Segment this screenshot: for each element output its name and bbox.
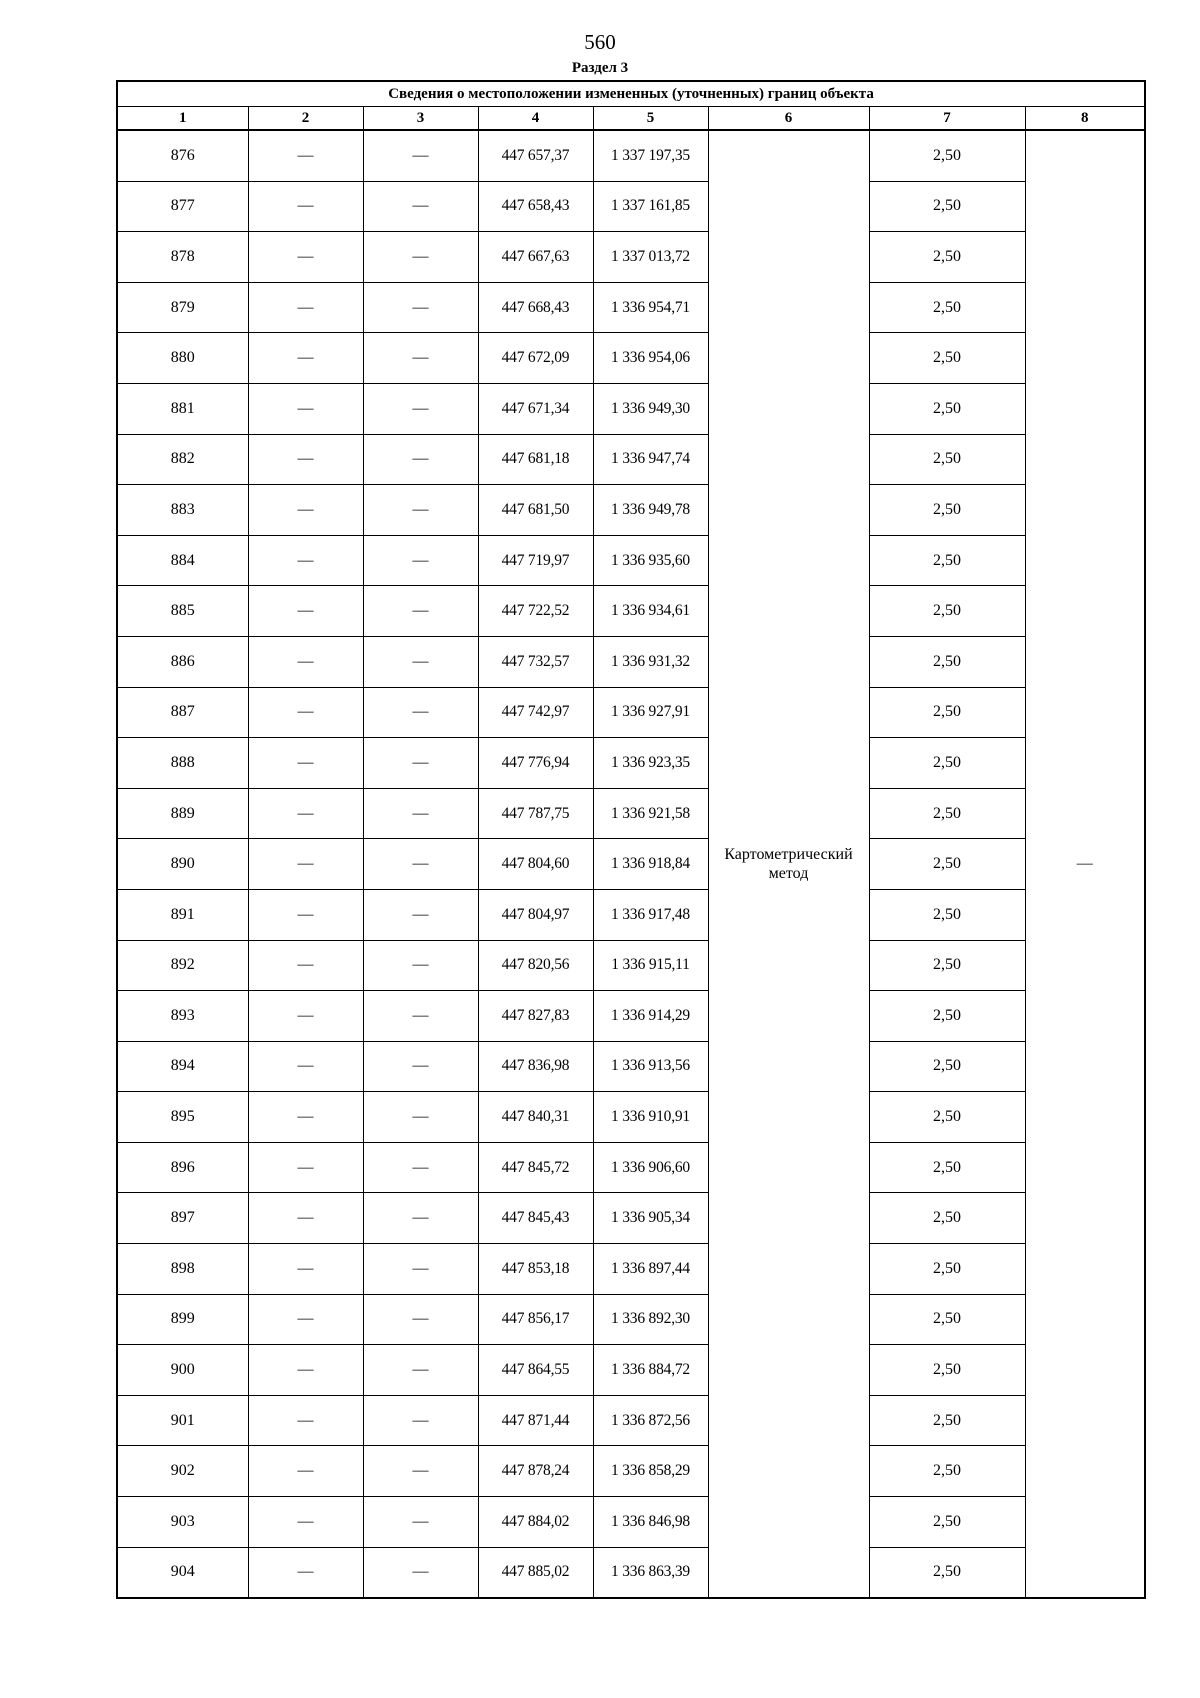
y-coordinate-cell: 1 336 931,32 — [593, 636, 708, 687]
accuracy-cell: 2,50 — [869, 1244, 1025, 1295]
x-coordinate-cell: 447 884,02 — [478, 1497, 593, 1548]
accuracy-cell: 2,50 — [869, 738, 1025, 789]
accuracy-cell: 2,50 — [869, 1395, 1025, 1446]
y-coordinate-cell: 1 336 949,78 — [593, 485, 708, 536]
column-number: 8 — [1025, 107, 1145, 131]
method-cell: Картометрический метод — [708, 130, 869, 1598]
x-coordinate-cell: 447 681,18 — [478, 434, 593, 485]
table-row — [117, 130, 1145, 181]
y-coordinate-cell: 1 336 915,11 — [593, 940, 708, 991]
accuracy-cell: 2,50 — [869, 1092, 1025, 1143]
column-3-cell: — — [363, 232, 478, 283]
column-number: 4 — [478, 107, 593, 131]
column-2-cell: — — [248, 181, 363, 232]
x-coordinate-cell: 447 742,97 — [478, 687, 593, 738]
column-number: 2 — [248, 107, 363, 131]
y-coordinate-cell: 1 336 934,61 — [593, 586, 708, 637]
point-number-cell: 883 — [117, 485, 248, 536]
accuracy-cell: 2,50 — [869, 383, 1025, 434]
point-number-cell: 896 — [117, 1142, 248, 1193]
table-row — [117, 181, 1145, 232]
x-coordinate-cell: 447 681,50 — [478, 485, 593, 536]
y-coordinate-cell: 1 336 923,35 — [593, 738, 708, 789]
column-3-cell: — — [363, 687, 478, 738]
x-coordinate-cell: 447 787,75 — [478, 788, 593, 839]
table-row — [117, 687, 1145, 738]
point-number-cell: 876 — [117, 130, 248, 181]
accuracy-cell: 2,50 — [869, 1345, 1025, 1396]
y-coordinate-cell: 1 336 872,56 — [593, 1395, 708, 1446]
column-2-cell: — — [248, 1547, 363, 1598]
x-coordinate-cell: 447 804,60 — [478, 839, 593, 890]
table-body — [117, 130, 1145, 1598]
y-coordinate-cell: 1 336 921,58 — [593, 788, 708, 839]
point-number-cell: 887 — [117, 687, 248, 738]
y-coordinate-cell: 1 336 935,60 — [593, 535, 708, 586]
column-number: 6 — [708, 107, 869, 131]
column-2-cell: — — [248, 839, 363, 890]
table-row — [117, 940, 1145, 991]
x-coordinate-cell: 447 836,98 — [478, 1041, 593, 1092]
y-coordinate-cell: 1 337 013,72 — [593, 232, 708, 283]
point-number-cell: 888 — [117, 738, 248, 789]
point-number-cell: 892 — [117, 940, 248, 991]
table-row — [117, 434, 1145, 485]
x-coordinate-cell: 447 853,18 — [478, 1244, 593, 1295]
point-number-cell: 885 — [117, 586, 248, 637]
accuracy-cell: 2,50 — [869, 333, 1025, 384]
column-8-cell: — — [1025, 130, 1145, 1598]
column-2-cell: — — [248, 130, 363, 181]
point-number-cell: 901 — [117, 1395, 248, 1446]
table-row — [117, 1497, 1145, 1548]
point-number-cell: 882 — [117, 434, 248, 485]
x-coordinate-cell: 447 658,43 — [478, 181, 593, 232]
column-2-cell: — — [248, 889, 363, 940]
y-coordinate-cell: 1 336 918,84 — [593, 839, 708, 890]
accuracy-cell: 2,50 — [869, 1294, 1025, 1345]
y-coordinate-cell: 1 336 905,34 — [593, 1193, 708, 1244]
table-row — [117, 1142, 1145, 1193]
column-2-cell: — — [248, 1041, 363, 1092]
x-coordinate-cell: 447 878,24 — [478, 1446, 593, 1497]
point-number-cell: 879 — [117, 282, 248, 333]
table-row — [117, 1041, 1145, 1092]
boundary-table — [116, 80, 1146, 1599]
x-coordinate-cell: 447 719,97 — [478, 535, 593, 586]
table-row — [117, 1294, 1145, 1345]
point-number-cell: 904 — [117, 1547, 248, 1598]
column-3-cell: — — [363, 1193, 478, 1244]
column-2-cell: — — [248, 282, 363, 333]
column-3-cell: — — [363, 1294, 478, 1345]
column-2-cell: — — [248, 1345, 363, 1396]
accuracy-cell: 2,50 — [869, 991, 1025, 1042]
column-3-cell: — — [363, 1041, 478, 1092]
y-coordinate-cell: 1 336 917,48 — [593, 889, 708, 940]
accuracy-cell: 2,50 — [869, 535, 1025, 586]
point-number-cell: 889 — [117, 788, 248, 839]
column-number: 1 — [117, 107, 248, 131]
point-number-cell: 903 — [117, 1497, 248, 1548]
column-2-cell: — — [248, 1092, 363, 1143]
point-number-cell: 893 — [117, 991, 248, 1042]
accuracy-cell: 2,50 — [869, 1041, 1025, 1092]
column-2-cell: — — [248, 940, 363, 991]
column-3-cell: — — [363, 636, 478, 687]
column-3-cell: — — [363, 282, 478, 333]
column-3-cell: — — [363, 1092, 478, 1143]
accuracy-cell: 2,50 — [869, 788, 1025, 839]
point-number-cell: 881 — [117, 383, 248, 434]
column-3-cell: — — [363, 535, 478, 586]
point-number-cell: 891 — [117, 889, 248, 940]
table-row — [117, 1092, 1145, 1143]
column-2-cell: — — [248, 1142, 363, 1193]
column-3-cell: — — [363, 333, 478, 384]
accuracy-cell: 2,50 — [869, 839, 1025, 890]
column-2-cell: — — [248, 1497, 363, 1548]
table-row — [117, 889, 1145, 940]
table-row — [117, 1547, 1145, 1598]
accuracy-cell: 2,50 — [869, 1547, 1025, 1598]
point-number-cell: 895 — [117, 1092, 248, 1143]
y-coordinate-cell: 1 336 910,91 — [593, 1092, 708, 1143]
y-coordinate-cell: 1 336 892,30 — [593, 1294, 708, 1345]
y-coordinate-cell: 1 336 846,98 — [593, 1497, 708, 1548]
accuracy-cell: 2,50 — [869, 586, 1025, 637]
accuracy-cell: 2,50 — [869, 181, 1025, 232]
point-number-cell: 894 — [117, 1041, 248, 1092]
x-coordinate-cell: 447 667,63 — [478, 232, 593, 283]
accuracy-cell: 2,50 — [869, 1446, 1025, 1497]
point-number-cell: 877 — [117, 181, 248, 232]
x-coordinate-cell: 447 732,57 — [478, 636, 593, 687]
accuracy-cell: 2,50 — [869, 282, 1025, 333]
column-2-cell: — — [248, 991, 363, 1042]
column-2-cell: — — [248, 1446, 363, 1497]
table-title: Сведения о местоположении измененных (уточненных) границ объекта — [117, 81, 1145, 107]
accuracy-cell: 2,50 — [869, 485, 1025, 536]
x-coordinate-cell: 447 657,37 — [478, 130, 593, 181]
section-title: Раздел 3 — [571, 60, 629, 76]
point-number-cell: 897 — [117, 1193, 248, 1244]
point-number-cell: 900 — [117, 1345, 248, 1396]
table-row — [117, 383, 1145, 434]
accuracy-cell: 2,50 — [869, 434, 1025, 485]
accuracy-cell: 2,50 — [869, 1142, 1025, 1193]
x-coordinate-cell: 447 856,17 — [478, 1294, 593, 1345]
column-2-cell: — — [248, 1294, 363, 1345]
column-3-cell: — — [363, 130, 478, 181]
column-2-cell: — — [248, 687, 363, 738]
point-number-cell: 902 — [117, 1446, 248, 1497]
column-2-cell: — — [248, 586, 363, 637]
column-2-cell: — — [248, 1193, 363, 1244]
accuracy-cell: 2,50 — [869, 130, 1025, 181]
column-3-cell: — — [363, 788, 478, 839]
column-2-cell: — — [248, 383, 363, 434]
x-coordinate-cell: 447 722,52 — [478, 586, 593, 637]
point-number-cell: 899 — [117, 1294, 248, 1345]
y-coordinate-cell: 1 336 954,71 — [593, 282, 708, 333]
table-row — [117, 586, 1145, 637]
table-row — [117, 1395, 1145, 1446]
point-number-cell: 898 — [117, 1244, 248, 1295]
column-3-cell: — — [363, 1244, 478, 1295]
y-coordinate-cell: 1 337 197,35 — [593, 130, 708, 181]
table-row — [117, 1193, 1145, 1244]
column-3-cell: — — [363, 383, 478, 434]
x-coordinate-cell: 447 776,94 — [478, 738, 593, 789]
column-2-cell: — — [248, 434, 363, 485]
table-row — [117, 282, 1145, 333]
x-coordinate-cell: 447 820,56 — [478, 940, 593, 991]
column-2-cell: — — [248, 535, 363, 586]
accuracy-cell: 2,50 — [869, 636, 1025, 687]
x-coordinate-cell: 447 845,43 — [478, 1193, 593, 1244]
column-3-cell: — — [363, 738, 478, 789]
accuracy-cell: 2,50 — [869, 889, 1025, 940]
column-2-cell: — — [248, 788, 363, 839]
table-row — [117, 1446, 1145, 1497]
x-coordinate-cell: 447 885,02 — [478, 1547, 593, 1598]
table-row — [117, 839, 1145, 890]
point-number-cell: 880 — [117, 333, 248, 384]
point-number-cell: 884 — [117, 535, 248, 586]
column-2-cell: — — [248, 333, 363, 384]
column-number: 5 — [593, 107, 708, 131]
table-row — [117, 738, 1145, 789]
x-coordinate-cell: 447 840,31 — [478, 1092, 593, 1143]
point-number-cell: 890 — [117, 839, 248, 890]
x-coordinate-cell: 447 827,83 — [478, 991, 593, 1042]
column-3-cell: — — [363, 586, 478, 637]
y-coordinate-cell: 1 336 954,06 — [593, 333, 708, 384]
y-coordinate-cell: 1 336 913,56 — [593, 1041, 708, 1092]
column-2-cell: — — [248, 485, 363, 536]
table-row — [117, 1345, 1145, 1396]
column-3-cell: — — [363, 1395, 478, 1446]
y-coordinate-cell: 1 337 161,85 — [593, 181, 708, 232]
x-coordinate-cell: 447 672,09 — [478, 333, 593, 384]
column-2-cell: — — [248, 738, 363, 789]
x-coordinate-cell: 447 845,72 — [478, 1142, 593, 1193]
table-row — [117, 636, 1145, 687]
accuracy-cell: 2,50 — [869, 232, 1025, 283]
y-coordinate-cell: 1 336 897,44 — [593, 1244, 708, 1295]
column-3-cell: — — [363, 181, 478, 232]
table-row — [117, 991, 1145, 1042]
y-coordinate-cell: 1 336 858,29 — [593, 1446, 708, 1497]
y-coordinate-cell: 1 336 949,30 — [593, 383, 708, 434]
column-number: 3 — [363, 107, 478, 131]
table-row — [117, 485, 1145, 536]
table-title-row — [117, 81, 1145, 107]
accuracy-cell: 2,50 — [869, 1497, 1025, 1548]
column-2-cell: — — [248, 232, 363, 283]
y-coordinate-cell: 1 336 863,39 — [593, 1547, 708, 1598]
accuracy-cell: 2,50 — [869, 687, 1025, 738]
column-3-cell: — — [363, 1142, 478, 1193]
x-coordinate-cell: 447 871,44 — [478, 1395, 593, 1446]
table-row — [117, 232, 1145, 283]
column-3-cell: — — [363, 991, 478, 1042]
y-coordinate-cell: 1 336 947,74 — [593, 434, 708, 485]
y-coordinate-cell: 1 336 884,72 — [593, 1345, 708, 1396]
column-3-cell: — — [363, 434, 478, 485]
column-number-row — [117, 107, 1145, 131]
column-3-cell: — — [363, 1446, 478, 1497]
column-3-cell: — — [363, 839, 478, 890]
y-coordinate-cell: 1 336 927,91 — [593, 687, 708, 738]
point-number-cell: 886 — [117, 636, 248, 687]
page-number: 560 — [584, 30, 616, 54]
column-2-cell: — — [248, 1244, 363, 1295]
x-coordinate-cell: 447 671,34 — [478, 383, 593, 434]
point-number-cell: 878 — [117, 232, 248, 283]
column-3-cell: — — [363, 1547, 478, 1598]
table-row — [117, 535, 1145, 586]
column-3-cell: — — [363, 1497, 478, 1548]
table-row — [117, 1244, 1145, 1295]
table-row — [117, 333, 1145, 384]
column-2-cell: — — [248, 1395, 363, 1446]
accuracy-cell: 2,50 — [869, 1193, 1025, 1244]
table-row — [117, 788, 1145, 839]
column-3-cell: — — [363, 485, 478, 536]
x-coordinate-cell: 447 804,97 — [478, 889, 593, 940]
column-3-cell: — — [363, 940, 478, 991]
column-2-cell: — — [248, 636, 363, 687]
x-coordinate-cell: 447 668,43 — [478, 282, 593, 333]
column-3-cell: — — [363, 1345, 478, 1396]
column-number: 7 — [869, 107, 1025, 131]
y-coordinate-cell: 1 336 906,60 — [593, 1142, 708, 1193]
x-coordinate-cell: 447 864,55 — [478, 1345, 593, 1396]
column-3-cell: — — [363, 889, 478, 940]
y-coordinate-cell: 1 336 914,29 — [593, 991, 708, 1042]
accuracy-cell: 2,50 — [869, 940, 1025, 991]
